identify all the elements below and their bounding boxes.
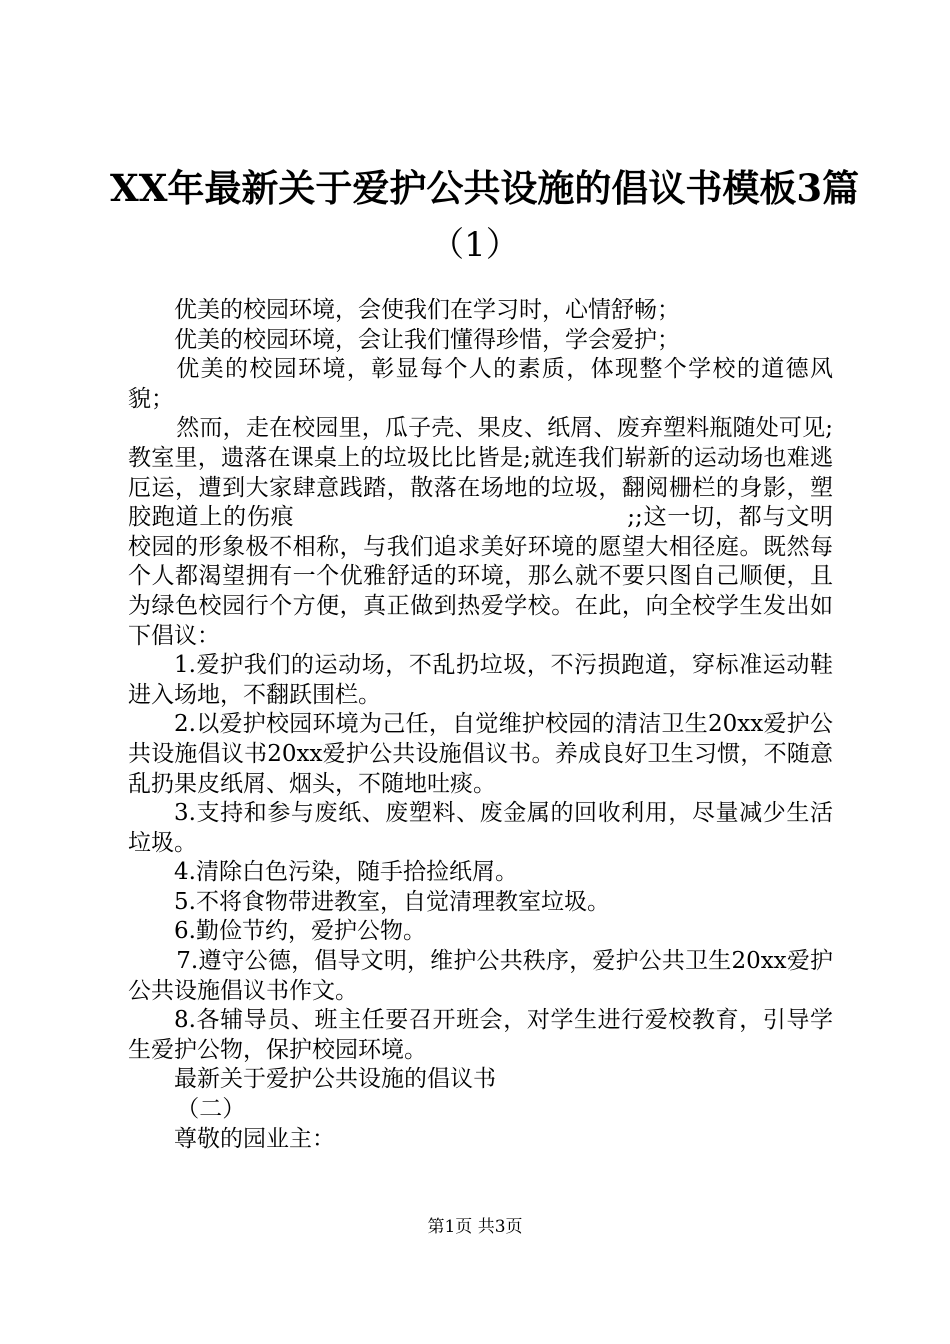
paragraph: 3.支持和参与废纸、废塑料、废金属的回收利用，尽量减少生活垃圾。	[128, 800, 833, 856]
paragraph: 优美的校园环境，会让我们懂得珍惜，学会爱护；	[174, 326, 680, 353]
paragraph: 8.各辅导员、班主任要召开班会，对学生进行爱校教育，引导学生爱护公物，保护校园环境。	[128, 1007, 833, 1063]
paragraph: 优美的校园环境，会使我们在学习时，心情舒畅；	[174, 297, 680, 323]
paragraph: 4.清除白色污染，随手拾捡纸屑。	[174, 859, 518, 886]
document-title: XX年最新关于爱护公共设施的倡议书模板3篇	[110, 166, 860, 210]
paragraph: 最新关于爱护公共设施的倡议书	[174, 1066, 496, 1093]
paragraph: 1.爱护我们的运动场，不乱扔垃圾，不污损跑道，穿标准运动鞋进入场地，不翻跃围栏。	[128, 652, 833, 708]
document-title-number: （1）	[430, 225, 520, 265]
paragraph: （二）	[176, 1096, 246, 1123]
paragraph: 7.遵守公德，倡导文明，维护公共秩序，爱护公共卫生20xx爱护公共设施倡议书作文。	[128, 948, 833, 1004]
paragraph: 优美的校园环境，彰显每个人的素质，体现整个学校的道德风貌；	[128, 356, 833, 412]
paragraph: 然而，走在校园里，瓜子壳、果皮、纸屑、废弃塑料瓶随处可见;教室里，遗落在课桌上的垃圾比比皆是;就连我们崭新的运动场也难逃厄运，遭到大家肆意践踏，散落在场地的垃圾，翻阅栅栏的身影，塑胶跑道上的伤痕 ;;这一切，都与文明校园的形象极不相称，与我们追求美好环境的愿望大相径庭。既然每个人都渴望拥有一个优雅舒适的环境，那么就不要只图自己顺便，且为绿色校园行个方便，真正做到热爱学校。在此，向全校学生发出如下倡议：	[128, 415, 833, 649]
paragraph: 2.以爱护校园环境为己任，自觉维护校园的清洁卫生20xx爱护公共设施倡议书20xx爱护公共设施倡议书。养成良好卫生习惯，不随意乱扔果皮纸屑、烟头，不随地吐痰。	[128, 711, 833, 797]
document-body	[128, 296, 833, 1154]
paragraph: 尊敬的园业主：	[174, 1125, 335, 1152]
paragraph: 6.勤俭节约，爱护公物。	[174, 918, 426, 945]
paragraph: 5.不将食物带进教室，自觉清理教室垃圾。	[174, 888, 610, 915]
page-footer: 第1页 共3页	[427, 1217, 523, 1237]
